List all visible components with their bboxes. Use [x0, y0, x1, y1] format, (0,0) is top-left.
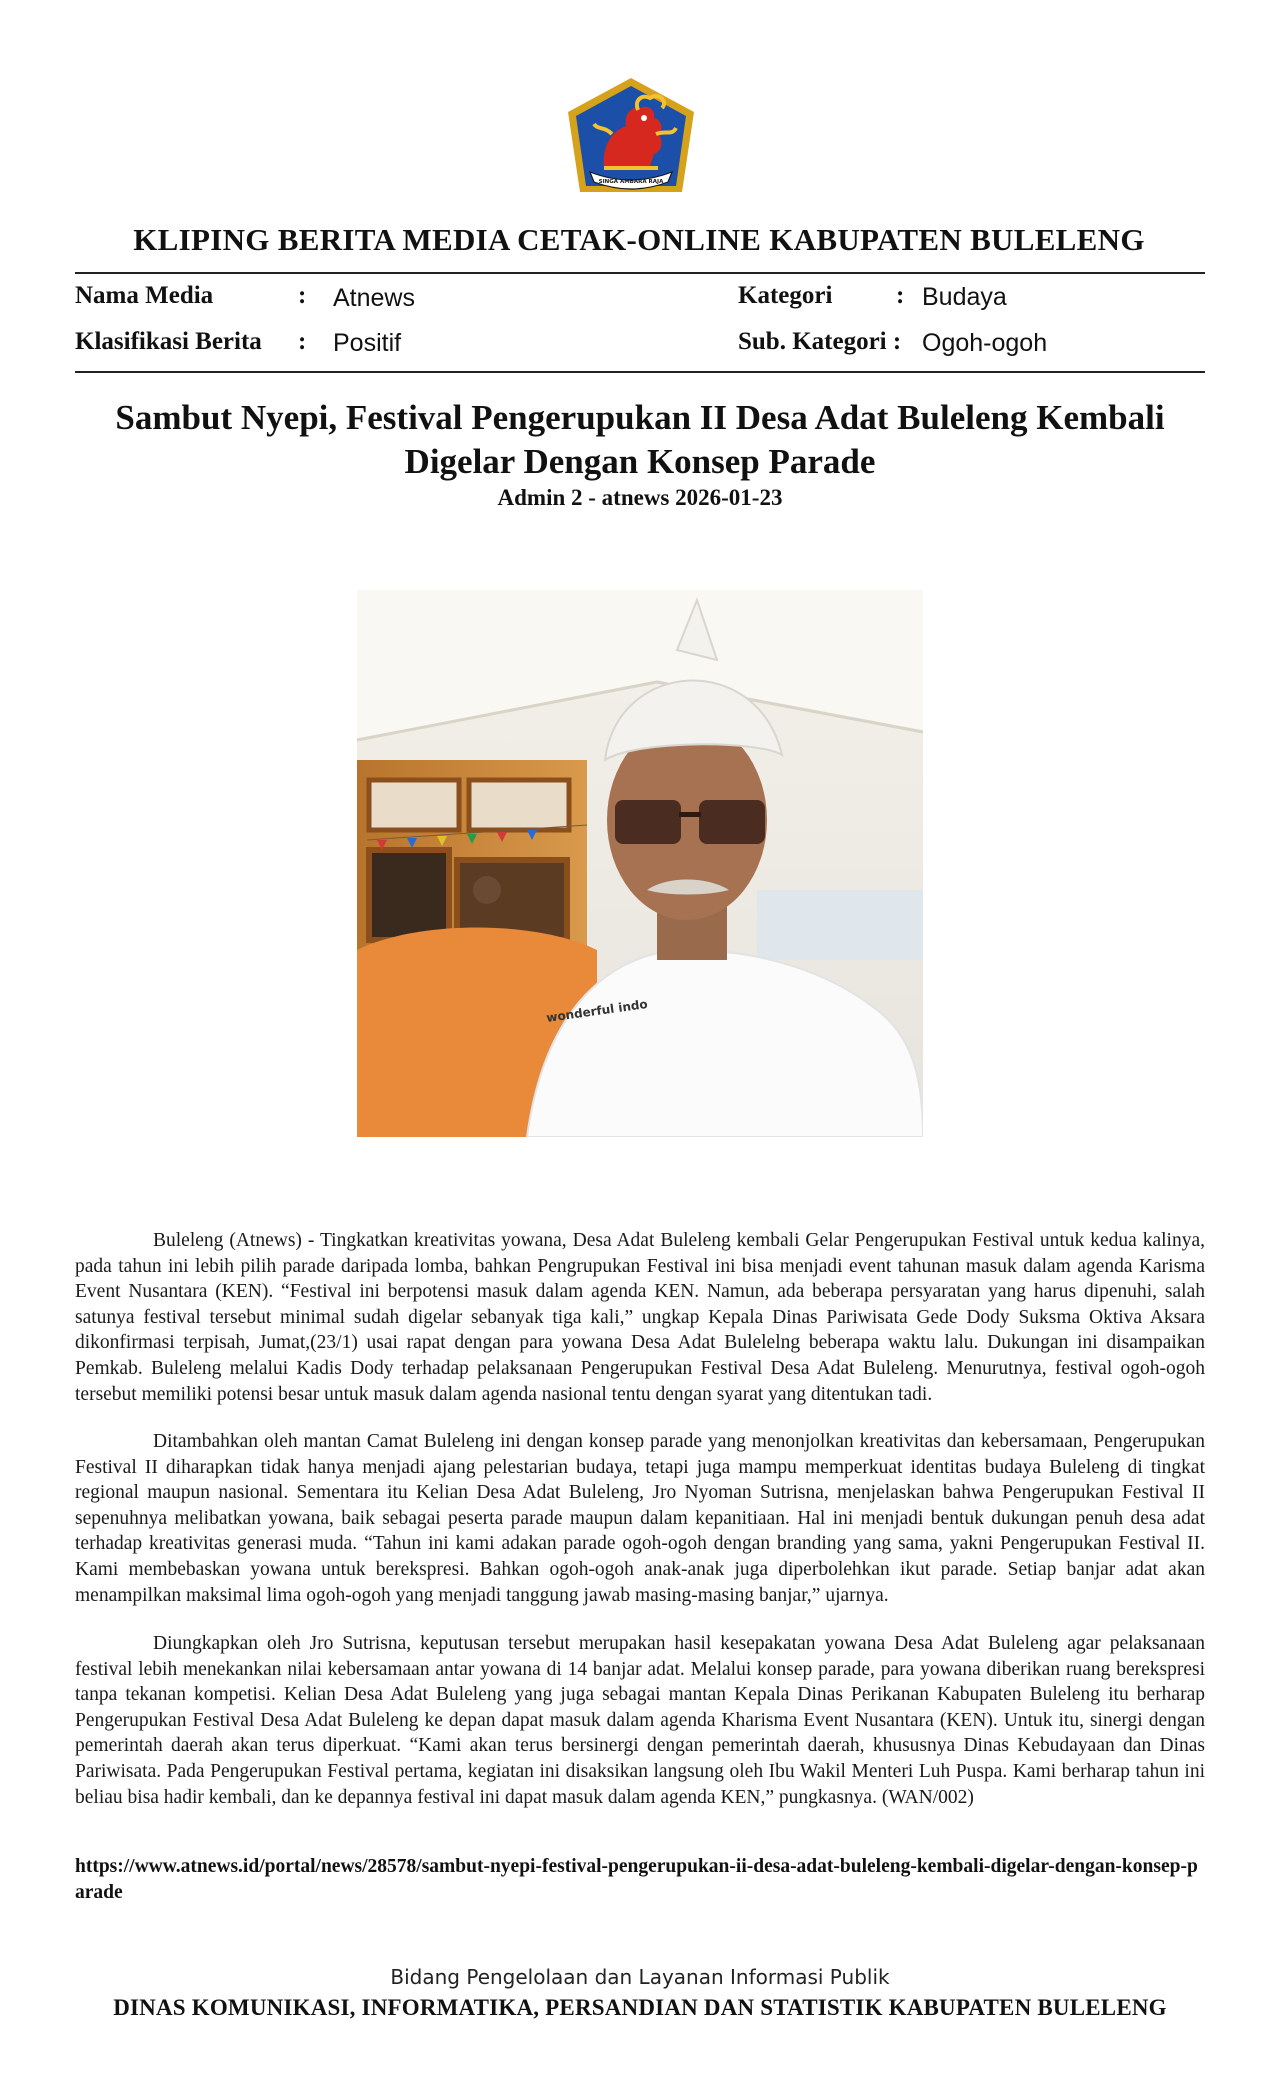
meta-divider — [75, 371, 1205, 373]
headline-line-2: Digelar Dengan Konsep Parade — [404, 442, 876, 481]
meta-media-label: Nama Media — [75, 282, 214, 309]
meta-klasifikasi-label: Klasifikasi Berita — [75, 328, 262, 355]
meta-klasifikasi-value: Positif — [333, 329, 402, 357]
meta-media-value: Atnews — [333, 284, 415, 312]
meta-separator: : — [298, 328, 307, 355]
article-paragraph-3: Diungkapkan oleh Jro Sutrisna, keputusan tersebut merupakan hasil kesepakatan yowana Desa Adat Buleleng agar pelaksanaan festival lebih menekankan nilai kebersamaan antar yowana di 14 banjar adat. Melalui konsep parade, para yowana diberikan ruang berekspresi tanpa tekanan kompetisi. Kelian Desa Adat Buleleng yang juga sebagai mantan Kepala Dinas Perikanan Kabupaten Buleleng itu berharap Pengerupukan Festival Desa Adat Buleleng ke depan dapat masuk dalam agenda Kharisma Event Nusantara (KEN). Untuk itu, sinergi dengan pemerintah daerah akan terus diperkuat. “Kami akan terus bersinergi dengan pemerintah daerah, khususnya Dinas Kebudayaan dan Dinas Pariwisata. Pada Pengerupukan Festival pertama, kegiatan ini disaksikan langsung oleh Ibu Wakil Menteri Luh Puspa. Kami berharap tahun ini beliau bisa hadir kembali, dan ke depannya festival ini dapat masuk dalam agenda KEN,” pungkasnya. (WAN/002) — [75, 1633, 1205, 1808]
article-byline: Admin 2 - atnews 2026-01-23 — [497, 485, 783, 510]
meta-sub-kategori-value: Ogoh-ogoh — [922, 329, 1048, 357]
article-photo — [357, 590, 923, 1137]
meta-kategori-value: Budaya — [922, 283, 1007, 311]
logo-banner-text: SINGA AMBARA RAJA — [598, 179, 664, 185]
meta-separator: : — [896, 282, 905, 309]
footer-agency: DINAS KOMUNIKASI, INFORMATIKA, PERSANDIAN DAN STATISTIK KABUPATEN BULELENG — [113, 1995, 1167, 2020]
singa-ambara-raja-emblem-icon — [564, 74, 698, 200]
regency-logo — [564, 74, 698, 200]
svg-text:wonderful indo: wonderful indo — [545, 996, 649, 1025]
article-paragraph-2: Ditambahkan oleh mantan Camat Buleleng ini dengan konsep parade yang menonjolkan kreativitas dan kebersamaan, Pengerupukan Festival II diharapkan tidak hanya menjadi ajang pelestarian budaya, tetapi juga mampu memperkuat identitas budaya Buleleng di tingkat regional maupun nasional. Sementara itu Kelian Desa Adat Buleleng, Jro Nyoman Sutrisna, menjelaskan bahwa Pengerupukan Festival II sepenuhnya melibatkan yowana, baik sebagai peserta parade maupun dalam kepanitiaan. Hal ini menjadi bentuk dukungan penuh desa adat terhadap kreativitas generasi muda. “Tahun ini kami adakan parade ogoh-ogoh dengan branding yang sama, yakni Pengerupukan Festival II. Kami membebaskan yowana untuk berekspresi. Bahkan ogoh-ogoh anak-anak juga diperbolehkan ikut parade. Setiap banjar adat akan menampilkan maksimal lima ogoh-ogoh yang menjadi tanggung jawab masing-masing banjar,” ujarnya. — [75, 1431, 1205, 1606]
document-title: KLIPING BERITA MEDIA CETAK-ONLINE KABUPATEN BULELENG — [133, 222, 1145, 257]
article-source-link[interactable]: https://www.atnews.id/portal/news/28578/sambut-nyepi-festival-pengerupukan-ii-desa-adat-buleleng-kembali-digelar-dengan-konsep-parade — [75, 1856, 1198, 1903]
headline-line-1: Sambut Nyepi, Festival Pengerupukan II Desa Adat Buleleng Kembali — [115, 398, 1165, 437]
meta-separator: : — [298, 282, 307, 309]
article-paragraph-1: Buleleng (Atnews) - Tingkatkan kreativitas yowana, Desa Adat Buleleng kembali Gelar Pengerupukan Festival untuk kedua kalinya, pada tahun ini lebih pilih parade daripada lomba, bahkan Pengrupukan Festival ini bisa menjadi event tahunan masuk dalam agenda Karisma Event Nusantara (KEN). “Festival ini berpotensi masuk dalam agenda KEN. Namun, ada beberapa persyaratan yang harus dipenuhi, salah satunya festival tersebut minimal sudah digelar sebanyak tiga kali,” ungkap Kepala Dinas Pariwisata Gede Dody Suksma Oktiva Aksara dikonfirmasi terpisah, Jumat,(23/1) usai rapat dengan para yowana Desa Adat Bulelelng beberapa waktu lalu. Dukungan ini disampaikan Pemkab. Buleleng melalui Kadis Dody terhadap pelaksanaan Pengerupukan Festival Desa Adat Buleleng. Menurutnya, festival ogoh-ogoh tersebut memiliki potensi besar untuk masuk dalam agenda nasional tentu dengan syarat yang ditentukan tadi. — [75, 1230, 1205, 1405]
article-headline — [75, 396, 1205, 484]
meta-sub-kategori-label: Sub. Kategori : — [738, 328, 902, 355]
header-divider — [75, 272, 1205, 274]
portrait-photo-image — [357, 590, 923, 1137]
meta-kategori-label: Kategori — [738, 282, 833, 309]
footer-department: Bidang Pengelolaan dan Layanan Informasi Publik — [390, 1965, 890, 1989]
